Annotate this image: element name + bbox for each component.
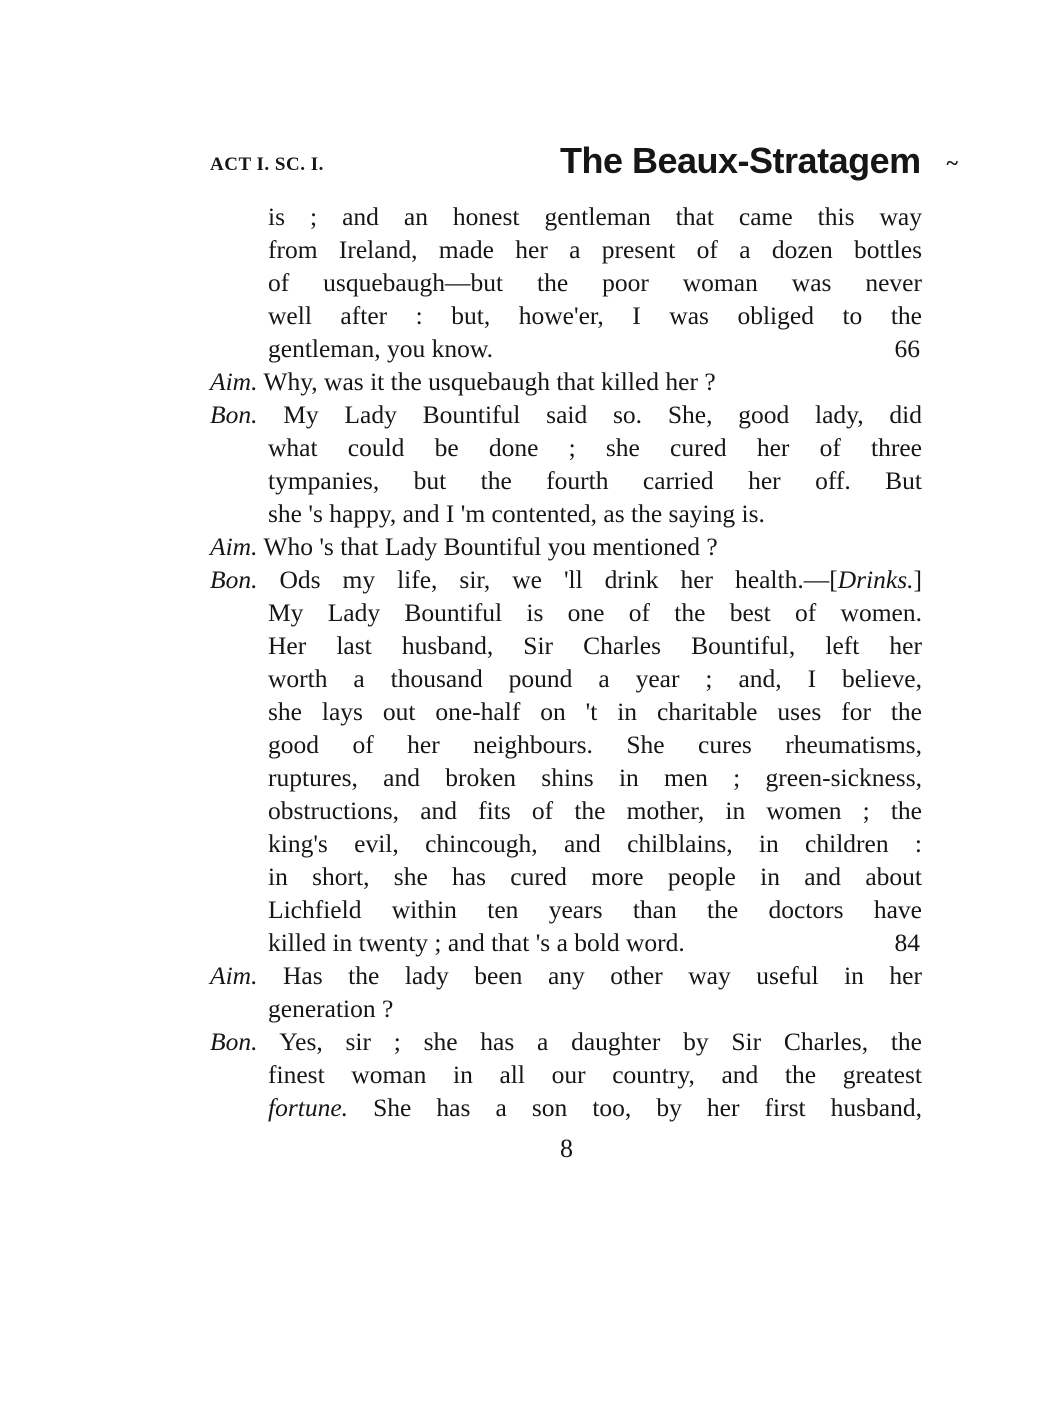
- speech-boniface: [210, 398, 922, 530]
- text-line: in short, she has cured more people in and about: [268, 862, 922, 891]
- text-line: from Ireland, made her a present of a dozen bottles: [268, 235, 922, 264]
- line-text: Has the lady been any other way useful in her: [282, 961, 922, 990]
- text-line: [210, 959, 922, 992]
- speaker-name: Aim.: [210, 532, 258, 561]
- line-number: 66: [894, 334, 920, 363]
- line-text-part: ]: [913, 565, 922, 594]
- line-text: [279, 565, 922, 594]
- act-scene-label: ACT I. SC. I.: [210, 154, 324, 175]
- line-text: Why, was it the usquebaugh that killed her ?: [263, 367, 716, 396]
- speaker-name: Aim.: [210, 961, 258, 990]
- text-line: [210, 398, 922, 431]
- line-text: killed in twenty ; and that 's a bold word.: [268, 928, 685, 957]
- stage-direction: Drinks.: [837, 565, 914, 594]
- text-line: My Lady Bountiful is one of the best of women.: [268, 598, 922, 627]
- text-line: Her last husband, Sir Charles Bountiful, left her: [268, 631, 922, 660]
- line-text-part: Ods my life, sir, we 'll drink her health.—[: [279, 565, 838, 594]
- text-line: [210, 926, 922, 959]
- line-text: She has a son too, by her first husband,: [373, 1093, 922, 1122]
- play-title: The Beaux-Stratagem: [560, 140, 921, 181]
- text-line: well after : but, howe'er, I was obliged to the: [268, 301, 922, 330]
- text-line: [210, 563, 922, 596]
- line-number: 84: [894, 928, 920, 957]
- play-text: [210, 200, 922, 1124]
- line-text: Who 's that Lady Bountiful you mentioned ?: [263, 532, 718, 561]
- text-line: of usquebaugh—but the poor woman was never: [268, 268, 922, 297]
- text-line: Lichfield within ten years than the doctors have: [268, 895, 922, 924]
- text-line: [210, 332, 922, 365]
- text-line: what could be done ; she cured her of three: [268, 433, 922, 462]
- text-line: obstructions, and fits of the mother, in women ; the: [268, 796, 922, 825]
- text-line: she lays out one-half on 't in charitable uses for the: [268, 697, 922, 726]
- speech-boniface: [210, 563, 922, 959]
- speech-aimwell: [210, 365, 922, 398]
- text-line: king's evil, chincough, and chilblains, in children :: [268, 829, 922, 858]
- speech-aimwell: [210, 530, 922, 563]
- text-line: [210, 530, 922, 563]
- text-line: she 's happy, and I 'm contented, as the saying is.: [268, 499, 765, 528]
- page-number: 8: [560, 1134, 573, 1163]
- line-text: Yes, sir ; she has a daughter by Sir Charles, the: [279, 1027, 922, 1056]
- text-line: finest woman in all our country, and the greatest: [268, 1060, 922, 1089]
- speaker-name: Bon.: [210, 1027, 258, 1056]
- text-line: ruptures, and broken shins in men ; green-sickness,: [268, 763, 922, 792]
- text-line: [210, 1025, 922, 1058]
- text-line: [210, 1091, 922, 1124]
- running-head: [210, 140, 958, 190]
- text-line: worth a thousand pound a year ; and, I believe,: [268, 664, 922, 693]
- speech-boniface: [210, 1025, 922, 1124]
- text-line: [210, 365, 922, 398]
- text-line: tympanies, but the fourth carried her off. But: [268, 466, 922, 495]
- line-text: gentleman, you know.: [268, 334, 493, 363]
- line-text: My Lady Bountiful said so. She, good lady, did: [283, 400, 922, 429]
- emphasized-word: fortune.: [268, 1093, 349, 1122]
- ornament-mark: ~: [946, 150, 958, 175]
- speech-aimwell: [210, 959, 922, 1025]
- text-line: good of her neighbours. She cures rheumatisms,: [268, 730, 922, 759]
- speech-continuation: [210, 200, 922, 365]
- text-line: is ; and an honest gentleman that came this way: [268, 202, 922, 231]
- speaker-name: Aim.: [210, 367, 258, 396]
- speaker-name: Bon.: [210, 400, 258, 429]
- text-line: generation ?: [268, 994, 394, 1023]
- speaker-name: Bon.: [210, 565, 258, 594]
